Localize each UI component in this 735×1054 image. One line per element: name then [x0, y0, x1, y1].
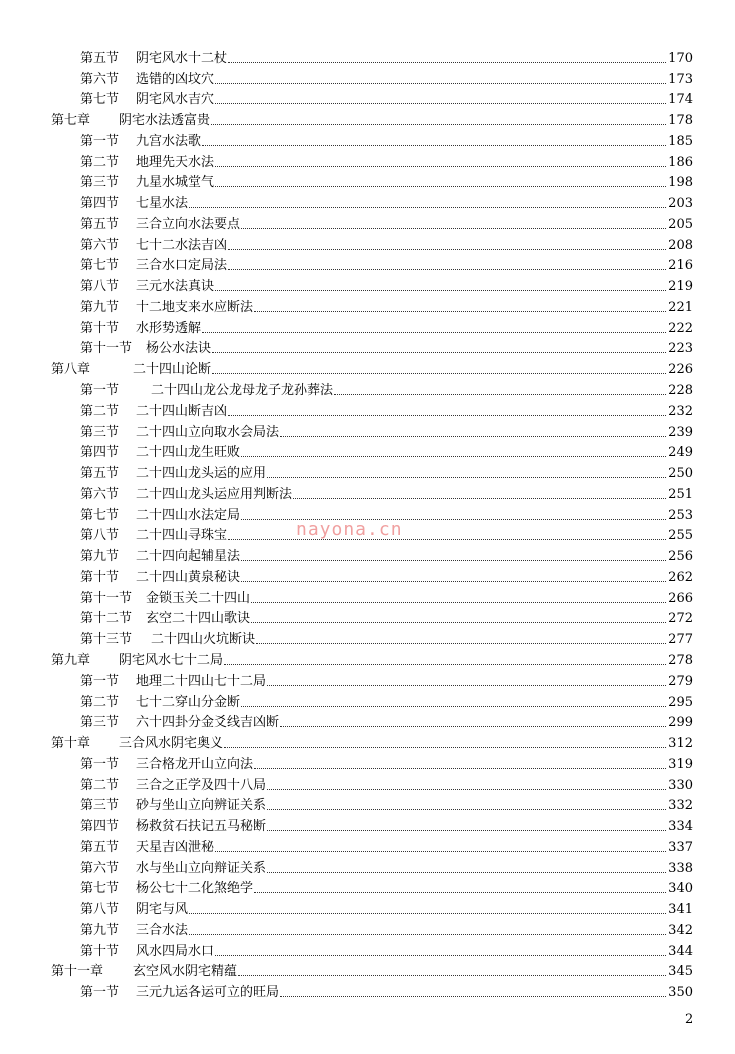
toc-entry-page: 295 [668, 694, 693, 710]
dot-leader [228, 62, 666, 63]
dot-leader [241, 560, 666, 561]
toc-section-row [0, 793, 735, 814]
dot-leader [215, 955, 666, 956]
toc-entry-title: 二十四向起辅星法 [136, 549, 241, 565]
dot-leader [256, 643, 666, 644]
toc-section-row [0, 855, 735, 876]
toc-entry-page: 334 [668, 819, 693, 835]
dot-leader [267, 872, 666, 873]
toc-entry-page: 278 [668, 652, 693, 668]
page-number: 2 [685, 1012, 694, 1027]
dot-leader [215, 290, 666, 291]
toc-entry-page: 186 [668, 154, 693, 170]
dot-leader [280, 726, 666, 727]
toc-entry-page: 266 [668, 590, 693, 606]
toc-entry-number: 第五节 [80, 466, 120, 482]
toc-entry-title: 选错的凶坟穴 [136, 71, 215, 87]
toc-entry-number: 第九节 [80, 299, 120, 315]
toc-entry-number: 第三节 [80, 175, 120, 191]
toc-entry-number: 第十一节 [80, 590, 133, 606]
toc-entry-title: 杨公七十二化煞绝学 [136, 881, 254, 897]
toc-entry-page: 251 [668, 486, 693, 502]
toc-section-row [0, 294, 735, 315]
toc-entry-page: 239 [668, 424, 693, 440]
toc-section-row [0, 813, 735, 834]
toc-entry-page: 228 [668, 383, 693, 399]
toc-entry-title: 九宫水法歌 [136, 133, 202, 149]
toc-entry-page: 279 [668, 673, 693, 689]
toc-entry-page: 272 [668, 611, 693, 627]
toc-entry-number: 第八节 [80, 279, 120, 295]
toc-entry-number: 第一节 [80, 383, 120, 399]
toc-entry-number: 第六节 [80, 486, 120, 502]
toc-entry-page: 221 [668, 299, 693, 315]
toc-entry-number: 第十一节 [80, 341, 133, 357]
toc-entry-page: 344 [668, 943, 693, 959]
toc-section-row [0, 564, 735, 585]
toc-entry-number: 第十节 [80, 569, 120, 585]
toc-section-row [0, 211, 735, 232]
dot-leader [228, 249, 666, 250]
toc-chapter-row [0, 730, 735, 751]
toc-section-row [0, 419, 735, 440]
toc-entry-number: 第八节 [80, 528, 120, 544]
dot-leader [212, 352, 666, 353]
toc-entry-title: 金锁玉关二十四山 [146, 590, 251, 606]
toc-section-row [0, 938, 735, 959]
toc-entry-title: 二十四山断吉凶 [136, 403, 228, 419]
toc-section-row [0, 66, 735, 87]
dot-leader [267, 477, 666, 478]
toc-entry-page: 250 [668, 466, 693, 482]
toc-entry-number: 第六节 [80, 237, 120, 253]
dot-leader [280, 996, 666, 997]
toc-section-row [0, 481, 735, 502]
toc-entry-number: 第八章 [51, 362, 91, 378]
toc-entry-number: 第一节 [80, 756, 120, 772]
toc-entry-page: 208 [668, 237, 693, 253]
toc-entry-title: 地理先天水法 [136, 154, 215, 170]
dot-leader [267, 830, 666, 831]
toc-entry-title: 风水四局水口 [136, 943, 215, 959]
dot-leader [215, 166, 666, 167]
toc-entry-number: 第十二节 [80, 611, 133, 627]
toc-entry-title: 二十四山龙头运应用判断法 [136, 486, 293, 502]
toc-entry-number: 第六节 [80, 71, 120, 87]
toc-entry-page: 255 [668, 528, 693, 544]
toc-entry-number: 第七章 [51, 113, 91, 129]
toc-entry-title: 三合风水阴宅奥义 [119, 736, 224, 752]
toc-entry-number: 第三节 [80, 798, 120, 814]
dot-leader [189, 207, 666, 208]
toc-entry-page: 178 [668, 113, 693, 129]
toc-entry-number: 第九节 [80, 922, 120, 938]
toc-section-row [0, 543, 735, 564]
toc-entry-number: 第一节 [80, 985, 120, 1001]
toc-section-row [0, 440, 735, 461]
toc-entry-title: 三元水法真诀 [136, 279, 215, 295]
toc-entry-title: 七星水法 [136, 196, 189, 212]
toc-entry-page: 198 [668, 175, 693, 191]
toc-entry-page: 256 [668, 549, 693, 565]
toc-entry-number: 第十一章 [51, 964, 104, 980]
dot-leader [241, 456, 666, 457]
toc-entry-page: 185 [668, 133, 693, 149]
toc-entry-title: 二十四山水法定局 [136, 507, 241, 523]
dot-leader [254, 311, 666, 312]
toc-entry-page: 173 [668, 71, 693, 87]
toc-section-row [0, 689, 735, 710]
dot-leader [215, 851, 666, 852]
toc-entry-number: 第七节 [80, 92, 120, 108]
toc-entry-number: 第十章 [51, 736, 91, 752]
dot-leader [211, 124, 666, 125]
watermark: nayona.cn [296, 519, 403, 540]
toc-section-row [0, 336, 735, 357]
toc-chapter-row [0, 959, 735, 980]
toc-section-row [0, 398, 735, 419]
dot-leader [293, 498, 666, 499]
toc-entry-number: 第三节 [80, 715, 120, 731]
toc-entry-page: 312 [668, 736, 693, 752]
toc-entry-title: 七十二穿山分金断 [136, 694, 241, 710]
toc-section-row [0, 170, 735, 191]
dot-leader [228, 539, 666, 540]
toc-entry-page: 262 [668, 569, 693, 585]
toc-entry-title: 六十四卦分金爻线吉凶断 [136, 715, 280, 731]
toc-entry-number: 第九节 [80, 549, 120, 565]
toc-section-row [0, 315, 735, 336]
toc-section-row [0, 772, 735, 793]
toc-entry-title: 三合之正学及四十八局 [136, 777, 267, 793]
toc-entry-page: 174 [668, 92, 693, 108]
dot-leader [238, 975, 666, 976]
toc-section-row [0, 979, 735, 1000]
toc-section-row [0, 377, 735, 398]
toc-entry-page: 277 [668, 632, 693, 648]
toc-section-row [0, 668, 735, 689]
toc-entry-title: 三元九运各运可立的旺局 [136, 985, 280, 1001]
toc-entry-title: 水形势透解 [136, 320, 202, 336]
toc-section-row [0, 896, 735, 917]
toc-section-row [0, 876, 735, 897]
dot-leader [334, 394, 666, 395]
dot-leader [189, 913, 666, 914]
toc-entry-page: 232 [668, 403, 693, 419]
toc-section-row [0, 585, 735, 606]
toc-entry-page: 226 [668, 362, 693, 378]
toc-entry-title: 二十四山龙公龙母龙子龙孙葬法 [151, 383, 334, 399]
toc-entry-page: 319 [668, 756, 693, 772]
toc-entry-page: 170 [668, 50, 693, 66]
toc-section-row [0, 253, 735, 274]
toc-chapter-row [0, 356, 735, 377]
toc-entry-title: 三合格龙开山立向法 [136, 756, 254, 772]
toc-section-row [0, 190, 735, 211]
toc-entry-title: 地理二十四山七十二局 [136, 673, 267, 689]
toc-entry-title: 三合水法 [136, 922, 189, 938]
toc-entry-page: 338 [668, 860, 693, 876]
toc-entry-title: 二十四山论断 [133, 362, 212, 378]
toc-entry-page: 341 [668, 902, 693, 918]
toc-entry-title: 阴宅风水七十二局 [119, 652, 224, 668]
toc-entry-title: 二十四山寻珠宝 [136, 528, 228, 544]
toc-entry-number: 第八节 [80, 902, 120, 918]
toc-entry-title: 杨救贫石扶记五马秘断 [136, 819, 267, 835]
toc-entry-title: 砂与坐山立向辨证关系 [136, 798, 267, 814]
toc-entry-number: 第十节 [80, 320, 120, 336]
toc-entry-number: 第五节 [80, 216, 120, 232]
toc-entry-number: 第十三节 [80, 632, 133, 648]
toc-entry-number: 第四节 [80, 196, 120, 212]
dot-leader [254, 768, 666, 769]
dot-leader [251, 622, 666, 623]
toc-entry-page: 350 [668, 985, 693, 1001]
toc-entry-page: 216 [668, 258, 693, 274]
toc-entry-number: 第七节 [80, 258, 120, 274]
toc-entry-page: 345 [668, 964, 693, 980]
toc-entry-number: 第二节 [80, 777, 120, 793]
toc-entry-page: 330 [668, 777, 693, 793]
toc-entry-title: 二十四山火坑断诀 [151, 632, 256, 648]
toc-section-row [0, 751, 735, 772]
dot-leader [215, 186, 666, 187]
toc-entry-number: 第二节 [80, 154, 120, 170]
toc-entry-page: 340 [668, 881, 693, 897]
dot-leader [215, 103, 666, 104]
toc-section-row [0, 834, 735, 855]
toc-entry-number: 第五节 [80, 50, 120, 66]
toc-entry-number: 第四节 [80, 445, 120, 461]
toc-entry-page: 337 [668, 839, 693, 855]
dot-leader [215, 83, 666, 84]
toc-entry-number: 第七节 [80, 507, 120, 523]
toc-section-row [0, 45, 735, 66]
toc-entry-page: 219 [668, 279, 693, 295]
toc-entry-number: 第七节 [80, 881, 120, 897]
toc-entry-title: 十二地支来水应断法 [136, 299, 254, 315]
dot-leader [212, 373, 666, 374]
toc-entry-page: 205 [668, 216, 693, 232]
toc-entry-page: 203 [668, 196, 693, 212]
dot-leader [228, 269, 666, 270]
dot-leader [241, 228, 666, 229]
toc-entry-page: 253 [668, 507, 693, 523]
dot-leader [251, 602, 666, 603]
toc-section-row [0, 460, 735, 481]
toc-entry-title: 阴宅风水吉穴 [136, 92, 215, 108]
toc-entry-title: 二十四山立向取水会局法 [136, 424, 280, 440]
dot-leader [228, 415, 666, 416]
toc-entry-number: 第五节 [80, 839, 120, 855]
toc-chapter-row [0, 647, 735, 668]
dot-leader [202, 145, 666, 146]
toc-entry-number: 第十节 [80, 943, 120, 959]
toc-entry-title: 阴宅水法透富贵 [119, 113, 211, 129]
toc-section-row [0, 626, 735, 647]
dot-leader [241, 581, 666, 582]
dot-leader [267, 809, 666, 810]
toc-entry-title: 阴宅与风 [136, 902, 189, 918]
toc-entry-page: 342 [668, 922, 693, 938]
dot-leader [224, 664, 666, 665]
toc-entry-number: 第一节 [80, 673, 120, 689]
toc-entry-title: 天星吉凶泄秘 [136, 839, 215, 855]
toc-section-row [0, 917, 735, 938]
toc-entry-title: 玄空二十四山歌诀 [146, 611, 251, 627]
toc-entry-title: 玄空风水阴宅精蕴 [133, 964, 238, 980]
toc-entry-title: 阴宅风水十二杖 [136, 50, 228, 66]
toc-entry-number: 第二节 [80, 403, 120, 419]
toc-section-row [0, 87, 735, 108]
dot-leader [202, 332, 666, 333]
toc-section-row [0, 710, 735, 731]
toc-entry-number: 第三节 [80, 424, 120, 440]
toc-entry-title: 九星水城堂气 [136, 175, 215, 191]
toc-entry-number: 第一节 [80, 133, 120, 149]
toc-chapter-row [0, 107, 735, 128]
dot-leader [280, 436, 666, 437]
toc-entry-title: 三合立向水法要点 [136, 216, 241, 232]
toc-entry-title: 三合水口定局法 [136, 258, 228, 274]
toc-entry-number: 第二节 [80, 694, 120, 710]
toc-section-row [0, 273, 735, 294]
toc-entry-page: 223 [668, 341, 693, 357]
dot-leader [189, 934, 666, 935]
dot-leader [224, 747, 666, 748]
toc-entry-number: 第六节 [80, 860, 120, 876]
toc-entry-page: 299 [668, 715, 693, 731]
toc-section-row [0, 149, 735, 170]
toc-section-row [0, 606, 735, 627]
toc-entry-title: 二十四山龙生旺败 [136, 445, 241, 461]
toc-section-row [0, 232, 735, 253]
toc-entry-title: 二十四山龙头运的应用 [136, 466, 267, 482]
dot-leader [241, 706, 666, 707]
toc-entry-page: 249 [668, 445, 693, 461]
toc-entry-title: 七十二水法吉凶 [136, 237, 228, 253]
toc-section-row [0, 128, 735, 149]
toc-entry-number: 第四节 [80, 819, 120, 835]
toc-entry-page: 222 [668, 320, 693, 336]
toc-entry-title: 二十四山黄泉秘诀 [136, 569, 241, 585]
dot-leader [267, 789, 666, 790]
dot-leader [267, 685, 666, 686]
toc-entry-page: 332 [668, 798, 693, 814]
toc-entry-title: 杨公水法诀 [146, 341, 212, 357]
dot-leader [254, 892, 666, 893]
toc-entry-number: 第九章 [51, 652, 91, 668]
toc-entry-title: 水与坐山立向辩证关系 [136, 860, 267, 876]
